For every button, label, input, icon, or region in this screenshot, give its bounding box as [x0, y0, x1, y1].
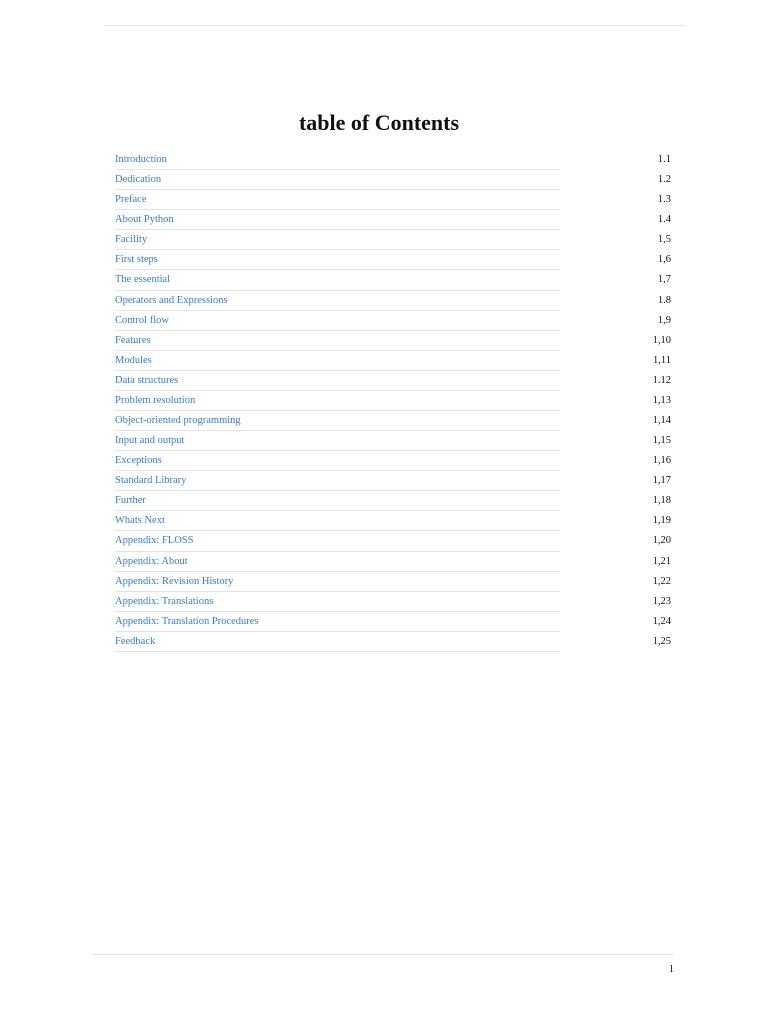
toc-entry [115, 431, 671, 451]
toc-entry-number: 1,25 [652, 635, 671, 647]
header-divider [104, 25, 686, 26]
toc-entry [115, 411, 671, 431]
toc-entry-number: 1,6 [657, 254, 671, 266]
toc-entry-link[interactable]: Features [115, 334, 151, 346]
toc-entry-number: 1.12 [652, 374, 671, 386]
toc-entry-link[interactable]: Input and output [115, 435, 185, 447]
toc-entry-number: 1,18 [652, 495, 671, 507]
toc-entry [115, 250, 671, 270]
toc-entry [115, 311, 671, 331]
toc-entry [115, 391, 671, 411]
toc-entry-link[interactable]: Appendix: Revision History [115, 575, 234, 587]
toc-entry [115, 351, 671, 371]
toc-entry-number: 1,9 [657, 314, 671, 326]
toc-entry-link[interactable]: Preface [115, 194, 147, 206]
toc-entry-link[interactable]: Facility [115, 234, 148, 246]
toc-entry [115, 371, 671, 391]
toc-entry [115, 230, 671, 250]
toc-entry [115, 632, 671, 652]
toc-entry-link[interactable]: Further [115, 495, 146, 507]
toc-entry [115, 150, 671, 170]
toc-entry-number: 1.8 [657, 294, 671, 306]
toc-entry-number: 1,19 [652, 515, 671, 527]
footer-divider [92, 954, 674, 955]
page-title: table of Contents [298, 110, 460, 135]
toc-entry [115, 451, 671, 471]
toc-entry-divider [115, 651, 560, 652]
toc-entry-link[interactable]: Object-oriented programming [115, 415, 241, 427]
toc-entry [115, 331, 671, 351]
toc-entry-link[interactable]: The essential [115, 274, 171, 286]
toc-entry [115, 170, 671, 190]
toc-entry [115, 612, 671, 632]
toc-entry [115, 592, 671, 612]
toc-entry-link[interactable]: Feedback [115, 635, 156, 647]
toc-entry [115, 291, 671, 311]
toc-entry [115, 511, 671, 531]
toc-entry-link[interactable]: Exceptions [115, 455, 162, 467]
toc-entry-number: 1,5 [657, 234, 671, 246]
toc-entry-link[interactable]: Appendix: About [115, 555, 188, 567]
toc-entry-number: 1,7 [657, 274, 671, 286]
toc-entry-link[interactable]: About Python [115, 214, 174, 226]
toc-entry-number: 1,17 [652, 475, 671, 487]
toc-entry-number: 1,20 [652, 535, 671, 547]
toc-entry [115, 552, 671, 572]
toc-entry-number: 1,21 [652, 555, 671, 567]
toc-entry [115, 270, 671, 290]
toc-entry-link[interactable]: Dedication [115, 174, 162, 186]
toc-entry-number: 1,23 [652, 595, 671, 607]
toc-entry [115, 531, 671, 551]
toc-entry-number: 1,16 [652, 455, 671, 467]
toc-entry-link[interactable]: Introduction [115, 154, 167, 165]
toc-entry-link[interactable]: Control flow [115, 314, 169, 326]
toc-entry-number: 1,10 [652, 334, 671, 346]
toc-entry-number: 1,13 [652, 394, 671, 406]
toc-entry [115, 190, 671, 210]
toc-entry-link[interactable]: Appendix: Translations [115, 595, 214, 607]
page-number: 1 [668, 964, 674, 975]
toc-entry-link[interactable]: Data structures [115, 374, 179, 386]
toc-entry-link[interactable]: Appendix: FLOSS [115, 535, 194, 547]
toc-entry-number: 1.1 [657, 154, 671, 165]
toc-entry-number: 1.3 [657, 194, 671, 206]
toc-entry-link[interactable]: Modules [115, 354, 152, 366]
toc-entry-number: 1,11 [653, 354, 671, 366]
toc-list [115, 150, 671, 652]
toc-entry-link[interactable]: Whats Next [115, 515, 165, 527]
toc-entry-link[interactable]: Operators and Expressions [115, 294, 228, 306]
toc-entry-link[interactable]: Appendix: Translation Procedures [115, 615, 259, 627]
toc-entry [115, 210, 671, 230]
toc-entry-link[interactable]: First steps [115, 254, 158, 266]
toc-entry-number: 1,14 [652, 415, 671, 427]
toc-entry [115, 572, 671, 592]
toc-entry-number: 1,24 [652, 615, 671, 627]
toc-entry-link[interactable]: Standard Library [115, 475, 187, 487]
toc-entry [115, 471, 671, 491]
toc-entry-link[interactable]: Problem resolution [115, 394, 196, 406]
toc-entry-number: 1,15 [652, 435, 671, 447]
toc-entry-number: 1,22 [652, 575, 671, 587]
toc-entry [115, 491, 671, 511]
toc-entry-number: 1.4 [657, 214, 671, 226]
toc-entry-number: 1.2 [657, 174, 671, 186]
